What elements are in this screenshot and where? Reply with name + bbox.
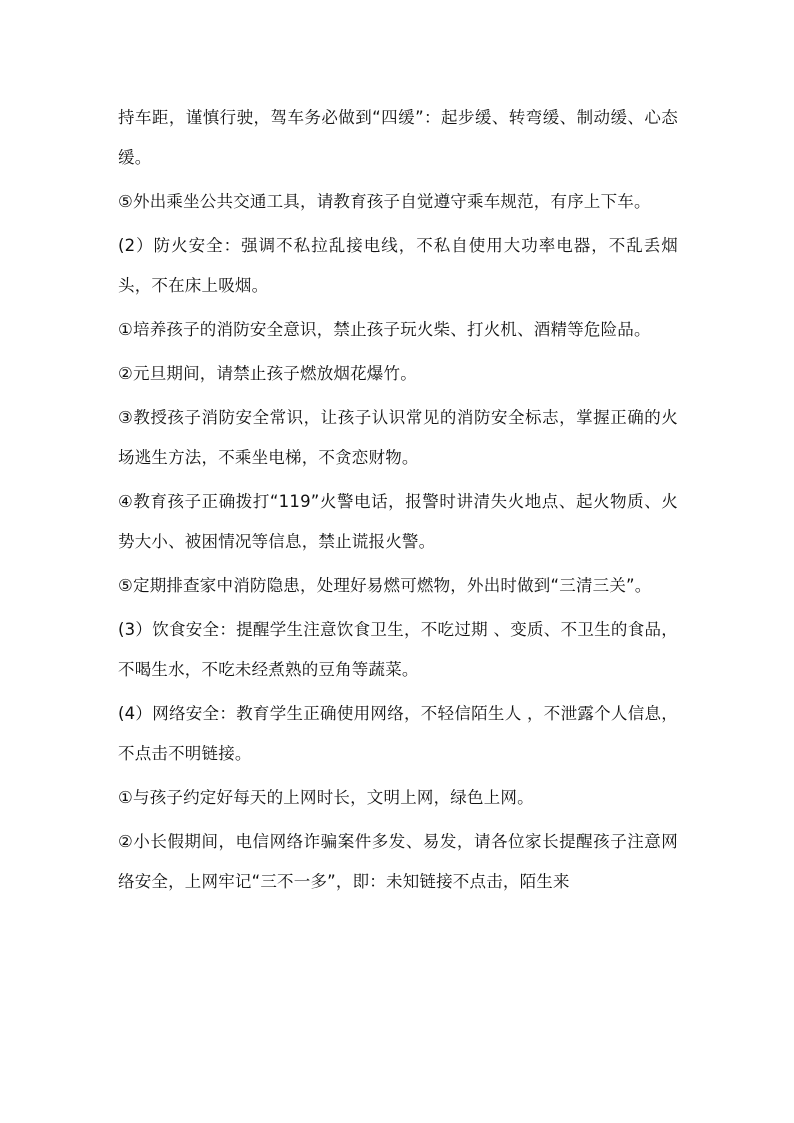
paragraph-public-transport: ⑤外出乘坐公共交通工具，请教育孩子自觉遵守乘车规范，有序上下车。: [118, 192, 651, 211]
paragraph-fire-alarm-call: ④教育孩子正确拨打“119”火警电话，报警时讲清失火地点、起火物质、火势大小、被困情况等信息，禁止谎报火警。: [118, 492, 678, 551]
paragraph-fireworks: ②元旦期间，请禁止孩子燃放烟花爆竹。: [118, 364, 417, 383]
paragraph-fire-knowledge: ③教授孩子消防安全常识，让孩子认识常见的消防安全标志，掌握正确的火场逃生方法，不乘坐电梯，不贪恋财物。: [118, 408, 678, 467]
paragraph-home-fire-hazards: ⑤定期排查家中消防隐患，处理好易燃可燃物，外出时做到“三清三关”。: [118, 576, 652, 595]
document-body: [118, 98, 678, 906]
paragraph-internet-time: ①与孩子约定好每天的上网时长，文明上网，绿色上网。: [118, 788, 534, 807]
paragraph-network-safety-heading: (4）网络安全：教育学生正确使用网络，不轻信陌生人 ，不泄露个人信息，不点击不明链接。: [118, 704, 678, 763]
paragraph-fire-safety-heading: (2）防火安全：强调不私拉乱接电线，不私自使用大功率电器，不乱丢烟头，不在床上吸烟。: [118, 236, 678, 295]
paragraph-food-safety-heading: (3）饮食安全：提醒学生注意饮食卫生，不吃过期 、变质、不卫生的食品，不喝生水，不吃未经煮熟的豆角等蔬菜。: [118, 620, 678, 679]
paragraph-fire-awareness: ①培养孩子的消防安全意识，禁止孩子玩火柴、打火机、酒精等危险品。: [118, 320, 651, 339]
paragraph-telecom-fraud: ②小长假期间，电信网络诈骗案件多发、易发，请各位家长提醒孩子注意网络安全，上网牢记“三不一多”，即：未知链接不点击，陌生来: [118, 832, 678, 891]
paragraph-driving-safety-continued: 持车距，谨慎行驶，驾车务必做到“四缓”：起步缓、转弯缓、制动缓、心态缓。: [118, 108, 678, 167]
